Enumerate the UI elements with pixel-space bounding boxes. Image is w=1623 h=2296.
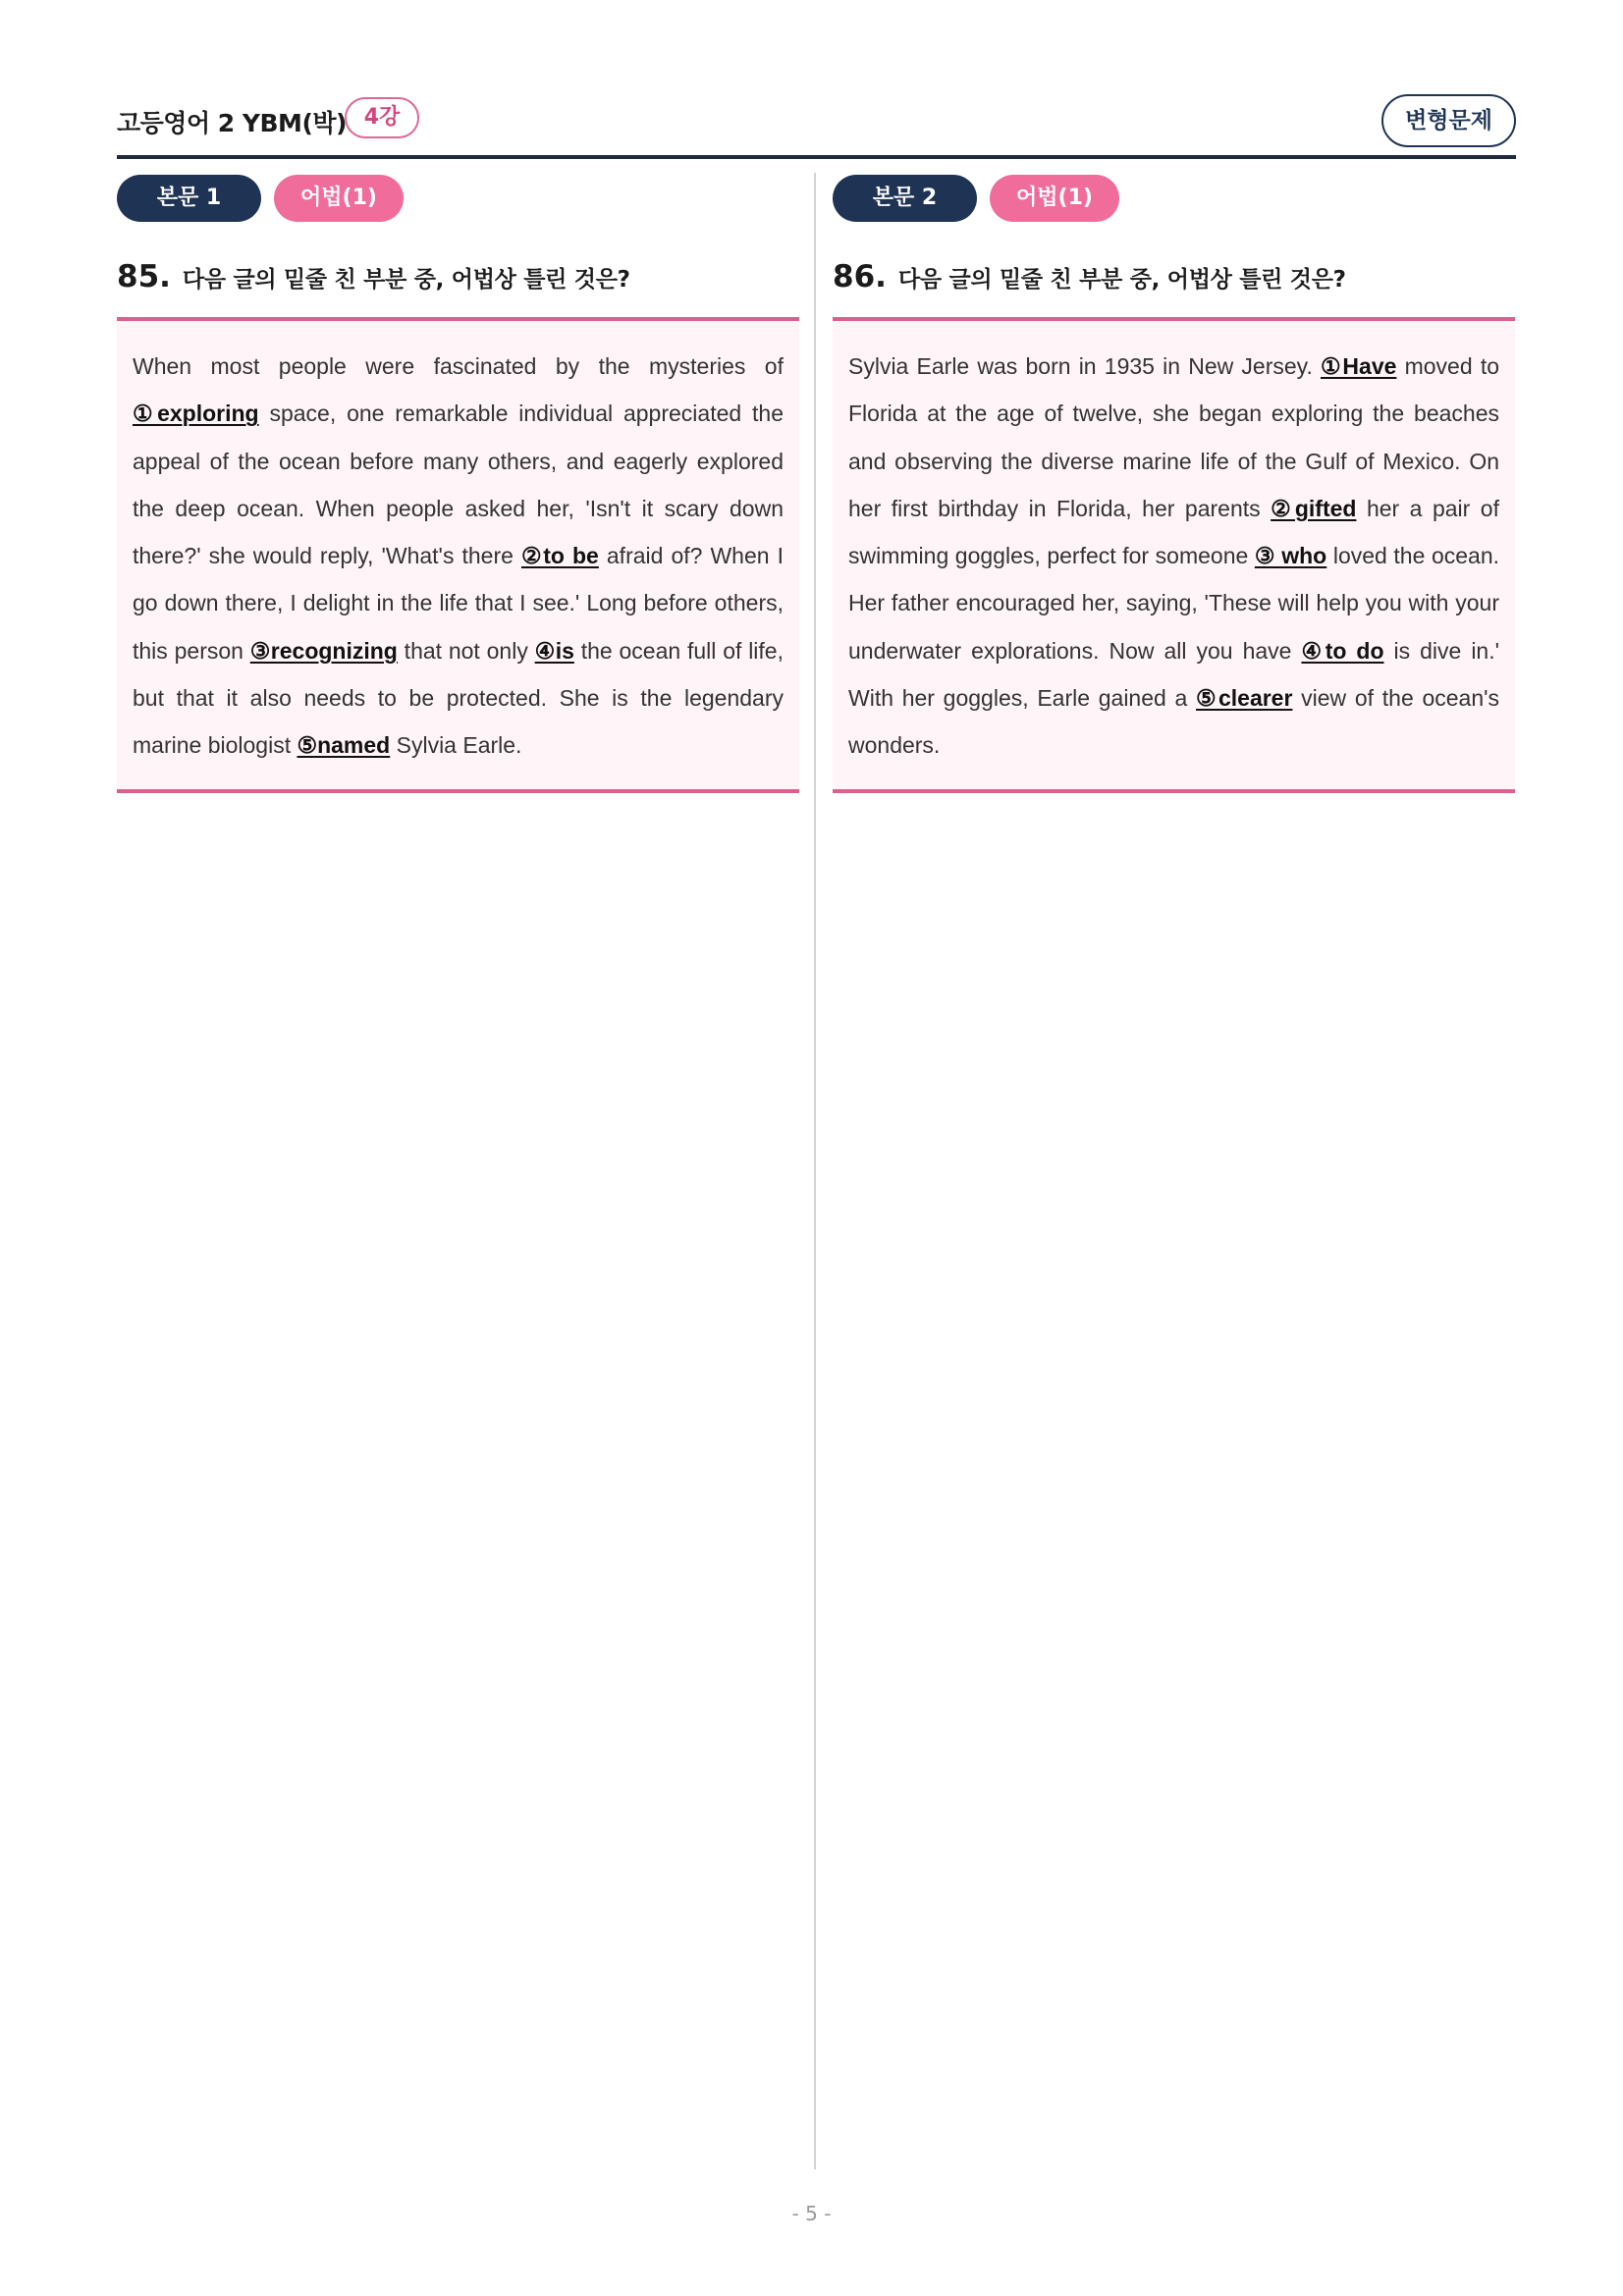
question-prompt: 다음 글의 밑줄 친 부분 중, 어법상 틀린 것은? [182,266,630,293]
document-title: 고등영어 2 YBM(박) [117,109,347,137]
page-header [117,94,1516,161]
question-prompt: 다음 글의 밑줄 친 부분 중, 어법상 틀린 것은? [897,266,1346,293]
underlined-choice-2: ②to be [520,543,599,569]
underlined-choice-5: ⑤named [297,732,391,759]
question-heading [833,259,1515,298]
passage-segment: is dive in.' With her goggles, Earle gained a [848,637,1500,712]
page-number: - 5 - [791,2202,832,2225]
underlined-choice-2: ②gifted [1271,495,1357,521]
passage-segment: afraid of? When I go down there, I delight in the life that I see.' Long before others, this person [133,543,784,664]
question-number: 85. [117,259,171,294]
column-divider [814,173,816,2169]
header-divider [117,155,1516,159]
passage-segment: her a pair of swimming goggles, perfect for someone [848,495,1499,569]
underlined-choice-4: ④to do [1301,637,1384,664]
underlined-choice-1: ①exploring [133,400,259,427]
underlined-choice-3: ③ who [1254,543,1327,569]
passage-segment: Sylvia Earle was born in 1935 in New Jersey. [848,353,1322,379]
passage-segment: the ocean full of life, but that it also needs to be protected. She is the legendary marine biologist [133,637,784,759]
question-tags [117,175,799,222]
underlined-choice-5: ⑤clearer [1196,685,1293,712]
passage-segment: space, one remarkable individual appreciated the appeal of the ocean before many others, and eagerly explored the deep ocean. When people asked her, 'Isn't it scary down there?' she would reply, 'What's there [133,400,784,569]
section-tag: 본문 1 [117,175,261,222]
passage-segment: loved the ocean. Her father encouraged her, saying, 'These will help you with your underwater explorations. Now all you have [848,543,1500,664]
passage-text [133,343,784,770]
passage-segment: When most people were fascinated by the mysteries of [133,353,784,379]
problem-type-badge: 변형문제 [1381,94,1516,147]
category-tag: 어법(1) [990,175,1119,222]
question-number: 86. [833,259,887,294]
passage-box [117,317,799,793]
underlined-choice-3: ③recognizing [249,637,398,664]
underlined-choice-4: ④is [534,637,574,664]
underlined-choice-1: ①Have [1321,353,1397,379]
passage-segment: that not only [397,637,535,664]
passage-text [848,343,1499,770]
passage-segment: view of the ocean's wonders. [848,685,1500,759]
lesson-badge: 4강 [345,97,419,138]
passage-segment: Sylvia Earle. [390,732,522,759]
passage-segment: moved to Florida at the age of twelve, she began exploring the beaches and observing the diverse marine life of the Gulf of Mexico. On her first birthday in Florida, her parents [848,353,1499,521]
passage-box [833,317,1515,793]
question-column-left [117,175,799,793]
question-column-right [833,175,1515,793]
question-tags [833,175,1515,222]
question-heading [117,259,799,298]
category-tag: 어법(1) [274,175,404,222]
section-tag: 본문 2 [833,175,977,222]
